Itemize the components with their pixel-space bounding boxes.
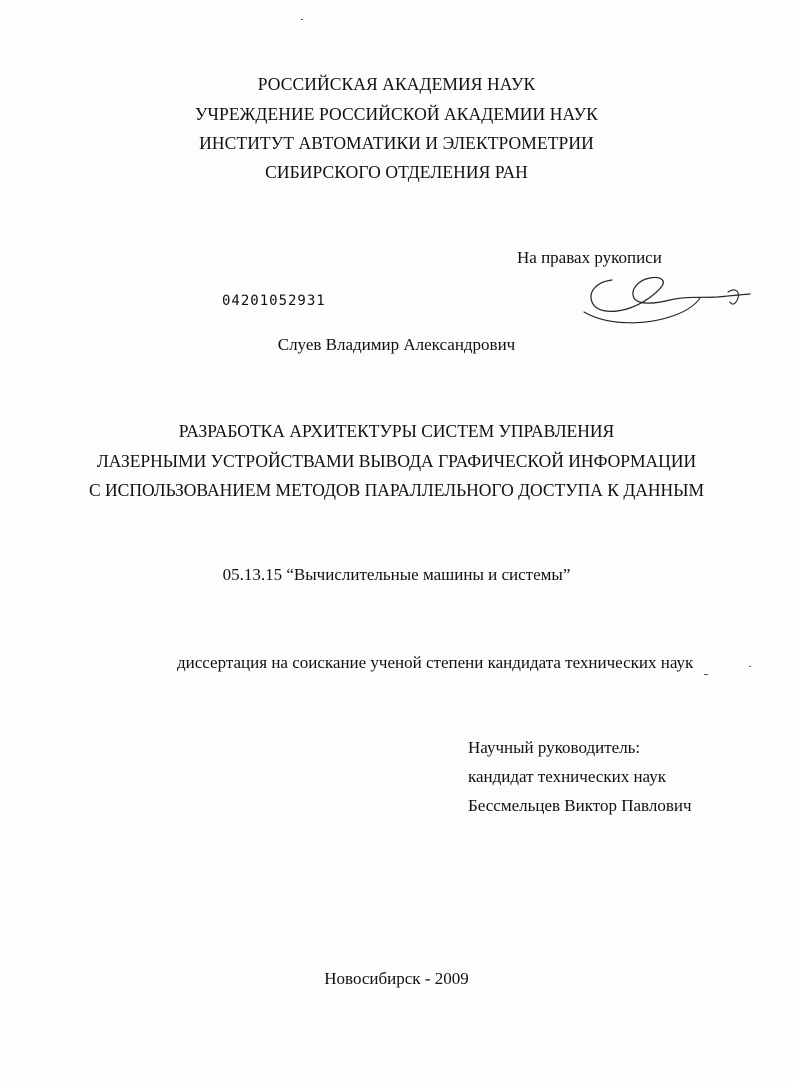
supervisor-name: Бессмельцев Виктор Павлович	[468, 796, 692, 815]
degree-statement: диссертация на соискание ученой степени кандидата технических наук	[177, 653, 694, 672]
scan-speck	[704, 674, 708, 675]
specialty-code: 05.13.15 “Вычислительные машины и системы”	[222, 565, 571, 584]
handwritten-signature-icon	[578, 268, 756, 330]
manuscript-note: На правах рукописи	[517, 248, 662, 267]
scan-speck	[749, 666, 751, 667]
supervisor-label: Научный руководитель:	[468, 738, 641, 757]
city-year: Новосибирск - 2009	[324, 969, 469, 988]
title-line-3: С ИСПОЛЬЗОВАНИЕМ МЕТОДОВ ПАРАЛЛЕЛЬНОГО ДОСТУПА К ДАННЫМ	[88, 480, 705, 500]
title-line-2: ЛАЗЕРНЫМИ УСТРОЙСТВАМИ ВЫВОДА ГРАФИЧЕСКОЙ ИНФОРМАЦИИ	[96, 451, 697, 471]
scan-speck	[301, 19, 303, 20]
title-line-1: РАЗРАБОТКА АРХИТЕКТУРЫ СИСТЕМ УПРАВЛЕНИЯ	[178, 421, 615, 441]
author-name: Слуев Владимир Александрович	[277, 335, 516, 354]
institution-line-1: РОССИЙСКАЯ АКАДЕМИЯ НАУК	[257, 74, 536, 94]
catalog-number: 04201052931	[222, 293, 326, 309]
institution-line-4: СИБИРСКОГО ОТДЕЛЕНИЯ РАН	[265, 162, 528, 182]
institution-line-2: УЧРЕЖДЕНИЕ РОССИЙСКОЙ АКАДЕМИИ НАУК	[195, 104, 598, 124]
supervisor-degree: кандидат технических наук	[468, 767, 666, 786]
institution-line-3: ИНСТИТУТ АВТОМАТИКИ И ЭЛЕКТРОМЕТРИИ	[199, 133, 594, 153]
